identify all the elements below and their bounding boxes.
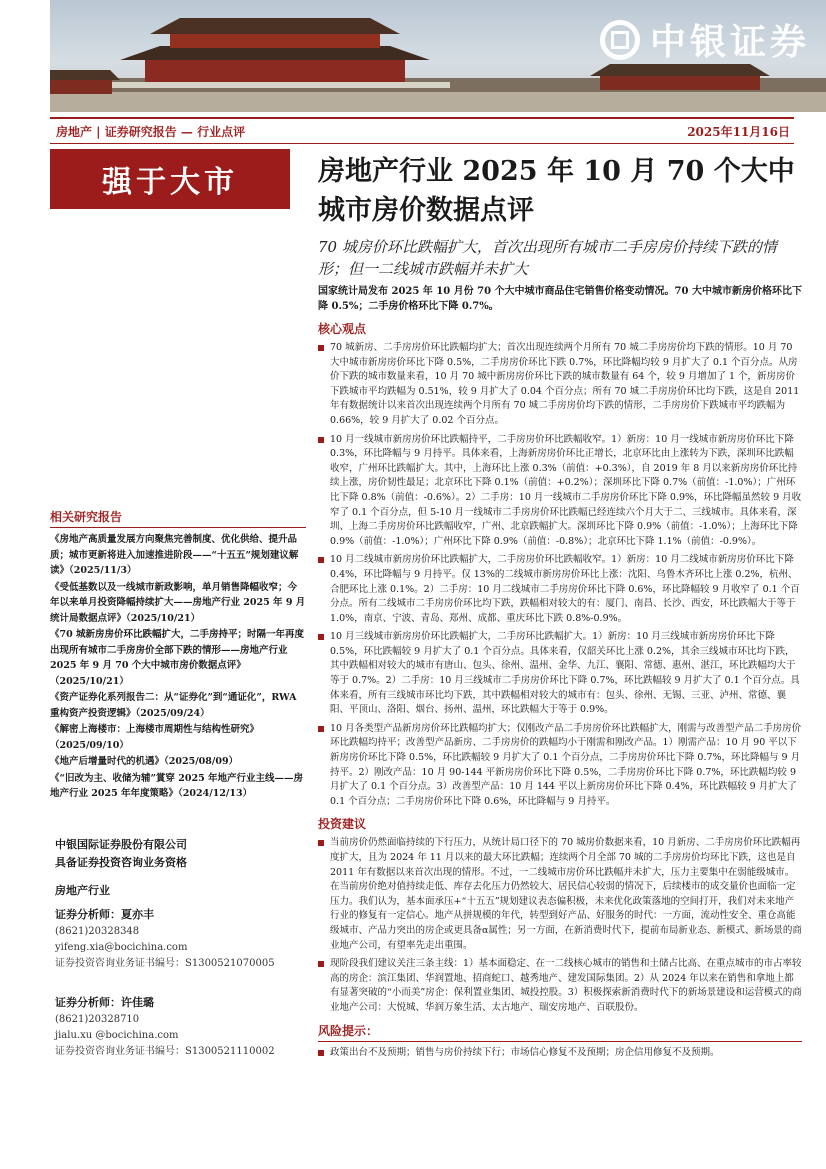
core-view-item: 10 月各类型产品新房房价环比跌幅均扩大；仅刚改产品二手房房价环比跌幅扩大，刚需与改善型产品二手房房价环比跌幅均持平；改善型产品新房、二手房房价的跌幅均小于刚需和刚改产品。1）刚需产品：10 月 90 平以下新房房价环比下降 0.5%，环比跌幅较 9 月扩大了 0.1 个百分点，二手房房价环比下降 0.7%，环比降幅与 9 月持平。2）刚改产品：10 月 90-144 平新房房价环比下降 0.5%，二手房房价环比下降 0.7%，环比跌幅均较 9 月扩大了 0.1 个百分点。3）改善型产品：10 月 144 平以上新房房价环比下降 0.4%，环比跌幅较 9 月扩大了 0.1 个百分点；二手房房价环比下降 0.6%，环比降幅与 9 月持平。: [318, 722, 802, 810]
rating-badge: 强于大市: [50, 149, 290, 209]
company-info: [55, 836, 305, 900]
investment-item: 现阶段我们建议关注三条主线：1）基本面稳定、在一二线核心城市的销售和土储占比高、在重点城市的市占率较高的房企：滨江集团、华润置地、招商蛇口、越秀地产、建发国际集团。2）从 2024 年以来在销售和拿地上都有显著突破的“小而美”房企：保利置业集团、城投控股。3）积极探索新消费时代下的新场景建设和运营模式的商业地产公司：大悦城、华润万象生活、太古地产、瑞安房地产、百联股份。: [318, 957, 802, 1015]
bullet-icon: [318, 1050, 324, 1056]
related-report[interactable]: 《“旧改为主、收储为辅”賞穿 2025 年地产行业主线——房地产行业 2025 年年度策略》（2024/12/13）: [50, 772, 303, 799]
core-view-item: 70 城新房、二手房房价环比跌幅均扩大；首次出现连续两个月所有 70 城二手房房价均下跌的情形。10 月 70 大中城市新房房价环比下降 0.5%，二手房房价环比下跌 0.7%，环比降幅均较 9 月扩大了 0.1 个百分点。从房价下跌的城市数量来看，10 月 70 城中新房房价环比下跌的城市数量有 64 个，较 9 月增加了 1 个，新房房价下跌城市平均跌幅为 0.51%，较 9 月扩大了 0.04 个百分点；所有 70 城二手房房价环比均下跌，这是自 2011 年有数据统计以来首次出现连续两个月所有 70 城二手房房价均下跌的情形，二手房房价下跌城市平均跌幅为 0.66%，较 9 月扩大了 0.02 个百分点。: [318, 341, 802, 429]
bullet-icon: [318, 726, 324, 732]
analyst-cert: 证券投资咨询业务证书编号：S1300521110002: [55, 1046, 275, 1057]
bullet-icon: [318, 345, 324, 351]
analyst-name: 证券分析师：夏亦丰: [55, 908, 154, 921]
investment-item: 当前房价仍然面临持续的下行压力，从统计局口径下的 70 城房价数据来看，10 月新房、二手房房价环比跌幅再度扩大，且为 2024 年 11 月以来的最大环比跌幅；连续两个月全部 70 城的二手房房价均环比下跌，这也是自 2011 年有数据以来首次出现的情形。不过，一二线城市房价环比跌幅并未扩大，压力主要集中在弱能级城市。在当前房价绝对值持续走低、库存去化压力仍然较大、居民信心较弱的情况下，后续楼市的成交量价也面临一定压力。我们认为，基本面承压+“十五五”规划建议表态偏积极，未来优化政策落地的空间打开，我们对未来地产行业的修复有一定信心。地产从拼规模的年代，转型到好产品、好服务的时代：一方面，流动性安全、重仓高能级城市、产品力突出的房企或更具备α属性；另一方面，在新消费时代下，提前布局新业态、新模式、新场景的商业地产公司，有望率先走出重围。: [318, 836, 802, 953]
company-name: 中银国际证券股份有限公司: [55, 838, 187, 851]
lead-summary: 国家统计局发布 2025 年 10 月份 70 个大中城市商品住宅销售价格变动情况。70 大中城市新房价格环比下降 0.5%；二手房价格环比下降 0.7%。: [318, 286, 802, 312]
analyst-email[interactable]: jialu.xu @bocichina.com: [55, 1030, 179, 1041]
bullet-icon: [318, 437, 324, 443]
analyst-card: [55, 906, 305, 972]
related-report[interactable]: 《房地产高质量发展方向聚焦完善制度、优化供给、提升品质；城市更新将进入加速推进阶段——“十五五”规划建议解读》（2025/11/3）: [50, 534, 299, 576]
main-content: [318, 152, 802, 1064]
related-report[interactable]: 《地产后增量时代的机遇》（2025/08/09）: [50, 756, 239, 767]
brand-logo: [600, 14, 810, 65]
related-heading: 相关研究报告: [50, 508, 306, 528]
bullet-icon: [318, 634, 324, 640]
sector-name: 房地产行业: [55, 884, 110, 897]
risk-heading: 风险提示：: [318, 1022, 802, 1042]
analyst-name: 证券分析师：许佳璐: [55, 996, 154, 1009]
related-research: [50, 508, 306, 803]
core-view-item: 10 月二线城市新房房价环比跌幅扩大，二手房房价环比跌幅收窄。1）新房：10 月二线城市新房房价环比下降 0.4%，环比降幅与 9 月持平。仅 13%的二线城市新房房价环比上涨：沈阳、乌鲁木齐环比上涨 0.2%，杭州、合肥环比上涨 0.1%。2）二手房：10 月二线城市二手房房价环比下降 0.6%，环比降幅较 9 月收窄了 0.1 个百分点。所有二线城市二手房房价环比均下跌，跌幅相对较大的有：厦门、南昌、长沙、西安，环比跌幅大于等于 1.0%，南京、宁波、青岛、郑州、成都、重庆环比下跌 0.8%-0.9%。: [318, 553, 802, 626]
related-report[interactable]: 《资产证券化系列报告二：从“证券化”到“通证化”，RWA 重构资产投资逻辑》（2025/09/24）: [50, 692, 297, 719]
analyst-cert: 证券投资咨询业务证书编号：S1300521070005: [55, 958, 275, 969]
bullet-icon: [318, 961, 324, 967]
related-report[interactable]: 《受低基数以及一线城市新政影响，单月销售降幅收窄；今年以来单月投资降幅持续扩大——房地产行业 2025 年 9 月统计局数据点评》（2025/10/21）: [50, 581, 306, 624]
core-view-item: 10 月三线城市新房房价环比跌幅扩大，二手房环比跌幅扩大。1）新房：10 月三线城市新房房价环比下降 0.5%，环比跌幅较 9 月扩大了 0.1 个百分点。具体来看，仅韶关环比上涨 0.2%，其余三线城市环比均下跌，其中跌幅相对较大的城市有唐山、包头、徐州、温州、金华、九江、襄阳、常德、惠州、湛江，环比跌幅均大于等于 0.7%。2）二手房：10 月三线城市二手房房价环比下降 0.7%，环比跌幅较 9 月扩大了 0.1 个百分点。具体来看，所有三线城市环比均下跌，其中跌幅相对较大的城市有：包头、徐州、无锡、三亚、泸州、常德、襄阳、平顶山、洛阳、烟台、扬州、温州，环比跌幅大于等于 0.9%。: [318, 630, 802, 718]
company-qualification: 具备证券投资咨询业务资格: [55, 856, 187, 869]
risk-item: 政策出台不及预期；销售与房价持续下行；市场信心修复不及预期；房企信用修复不及预期。: [318, 1046, 802, 1061]
brand-name: 中银证券: [649, 22, 810, 63]
investment-heading: 投资建议: [318, 817, 367, 832]
related-report[interactable]: 《70 城新房房价环比跌幅扩大，二手房持平；时隔一年再度出现所有城市二手房房价全部下跌的情形——房地产行业 2025 年 9 月 70 个大中城市房价数据点评》（2025/10/21）: [50, 629, 305, 687]
analyst-email[interactable]: yifeng.xia@bocichina.com: [55, 942, 188, 953]
analyst-card: [55, 994, 305, 1060]
header-banner: [50, 0, 826, 112]
report-header-bar: [50, 117, 794, 144]
core-view-heading: 核心观点: [318, 322, 367, 336]
analyst-phone: (8621)20328710: [55, 1014, 140, 1025]
bullet-icon: [318, 840, 324, 846]
report-subtitle: 70 城房价环比跌幅扩大，首次出现所有城市二手房房价持续下跌的情形；但一二线城市跌幅并未扩大: [318, 238, 777, 278]
report-date: 2025年11月16日: [687, 124, 790, 139]
analyst-phone: (8621)20328348: [55, 926, 140, 937]
core-view-item: 10 月一线城市新房房价环比跌幅持平，二手房房价环比跌幅收窄。1）新房：10 月一线城市新房房价环比下降 0.3%，环比降幅与 9 月持平。具体来看，上海新房房价环比正增长，北京环比由上涨转为下跌，深圳环比跌幅收窄，广州环比跌幅扩大。其中，上海环比上涨 0.3%（前值：+0.3%），自 2019 年 8 月以来新房房价环比持续上涨，房价韧性最足；北京环比下降 0.1%（前值：+0.2%）；深圳环比下降 0.7%（前值：-1.0%）；广州环比下降 0.8%（前值：-0.6%）。2）二手房：10 月一线城市二手房房价环比下降 0.9%，环比降幅虽然较 9 月收窄了 0.1 个百分点，但 5-10 月一线城市二手房房价环比跌幅已经连续六个月大于二、三线城市。具体来看，深圳、上海二手房房价环比跌幅收窄，广州、北京跌幅扩大。深圳环比下降 0.9%（前值：-1.0%）；上海环比下降 0.9%（前值：-1.0%）；广州环比下降 0.9%（前值：-0.8%）；北京环比下降 1.1%（前值：-0.9%）。: [318, 433, 802, 550]
related-report[interactable]: 《解密上海楼市：上海楼市周期性与结构性研究》（2025/09/10）: [50, 724, 260, 751]
bullet-icon: [318, 557, 324, 563]
boc-logo-icon: [600, 20, 640, 60]
report-title: 房地产行业 2025 年 10 月 70 个大中城市房价数据点评: [318, 156, 795, 226]
breadcrumb: 房地产 | 证券研究报告 — 行业点评: [56, 124, 246, 139]
